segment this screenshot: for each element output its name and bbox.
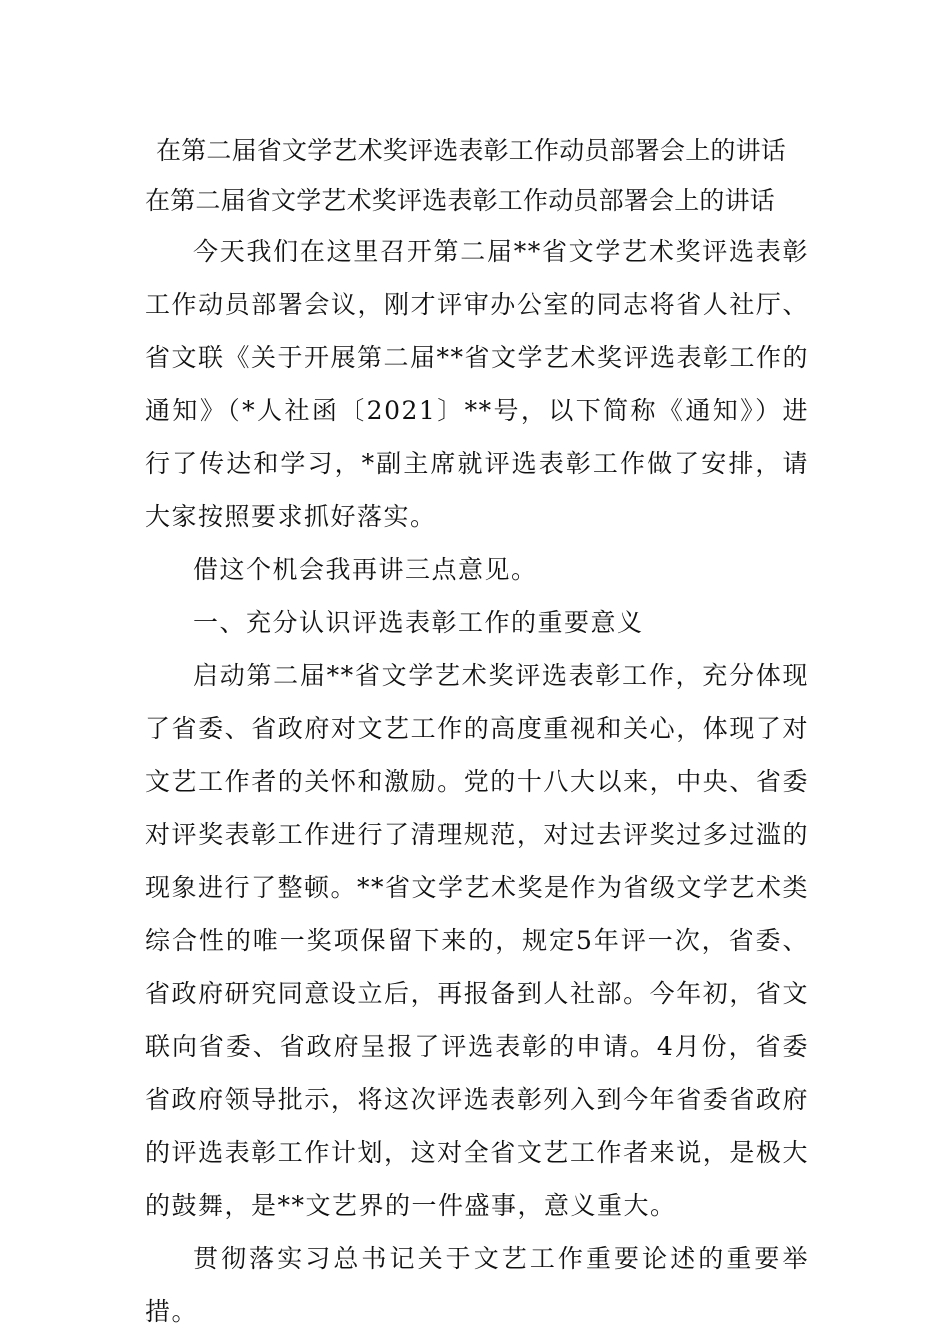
document-title: 在第二届省文学艺术奖评选表彰工作动员部署会上的讲话 xyxy=(156,136,787,165)
document-body xyxy=(145,225,809,1338)
paragraph-transition: 借这个机会我再讲三点意见。 xyxy=(193,555,538,584)
section-heading-1: 一、充分认识评选表彰工作的重要意义 xyxy=(193,608,644,637)
paragraph-measure: 贯彻落实习总书记关于文艺工作重要论述的重要举措。 xyxy=(145,1244,809,1326)
paragraph-significance: 启动第二届**省文学艺术奖评选表彰工作，充分体现了省委、省政府对文艺工作的高度重视和关心，体现了对文艺工作者的关怀和激励。党的十八大以来，中央、省委对评奖表彰工作进行了清理规范，对过去评奖过多过滥的现象进行了整顿。**省文学艺术奖是作为省级文学艺术类综合性的唯一奖项保留下来的，规定5年评一次，省委、省政府研究同意设立后，再报备到人社部。今年初，省文联向省委、省政府呈报了评选表彰的申请。4月份，省委省政府领导批示，将这次评选表彰列入到今年省委省政府的评选表彰工作计划，这对全省文艺工作者来说，是极大的鼓舞，是**文艺界的一件盛事，意义重大。 xyxy=(145,661,810,1220)
paragraph-opening: 今天我们在这里召开第二届**省文学艺术奖评选表彰工作动员部署会议，刚才评审办公室的同志将省人社厅、省文联《关于开展第二届**省文学艺术奖评选表彰工作的通知》（*人社函〔2021〕**号，以下简称《通知》）进行了传达和学习，*副主席就评选表彰工作做了安排，请大家按照要求抓好落实。 xyxy=(145,237,810,531)
document-subtitle: 在第二届省文学艺术奖评选表彰工作动员部署会上的讲话 xyxy=(145,186,776,215)
